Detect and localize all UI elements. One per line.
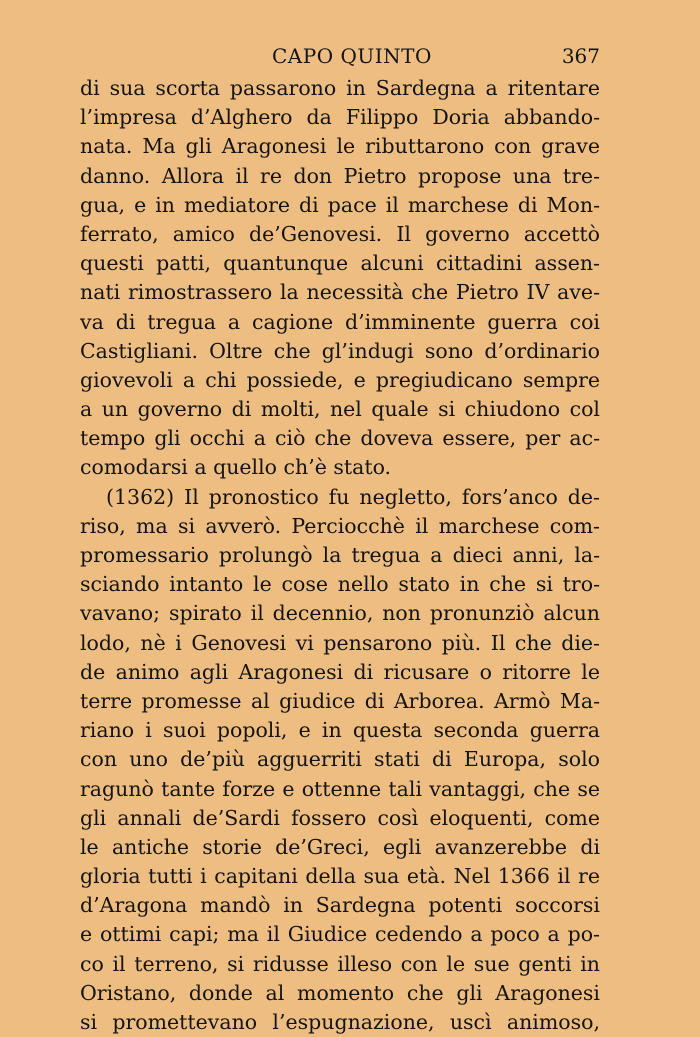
text-line: Oristano, donde al momento che gli Aragonesi — [80, 980, 600, 1005]
text-line: e ottimi capi; ma il Giudice cedendo a poco a po- — [80, 922, 600, 947]
text-line: ferrato, amico de’Genovesi. Il governo accettò — [80, 221, 600, 246]
text-line: vavano; spirato il decennio, non pronunziò alcun — [80, 601, 600, 626]
text-line: giovevoli a chi possiede, e pregiudicano sempre — [80, 367, 600, 392]
text-line: Castigliani. Oltre che gl’indugi sono d’ordinario — [80, 338, 600, 363]
text-line: riano i suoi popoli, e in questa seconda guerra — [80, 718, 600, 743]
page-number: 367 — [561, 44, 600, 68]
text-line: comodarsi a quello ch’è stato. — [80, 455, 392, 480]
text-line: riso, ma si avverò. Perciocchè il marchese com- — [80, 513, 600, 538]
text-line: questi patti, quantunque alcuni cittadini assen- — [80, 251, 600, 276]
text-line: co il terreno, si ridusse illeso con le sue genti in — [80, 951, 600, 976]
text-line: d’Aragona mandò in Sardegna potenti soccorsi — [80, 893, 600, 918]
text-line: promessario prolungò la tregua a dieci anni, la- — [80, 543, 600, 567]
paragraph-first-line: (1362) Il pronostico fu negletto, fors’anco de- — [106, 484, 600, 509]
text-line: va di tregua a cagione d’imminente guerra coi — [80, 309, 600, 334]
text-line: le antiche storie de’Greci, egli avanzerebbe di — [80, 834, 600, 859]
text-line: danno. Allora il re don Pietro propose una tre- — [80, 163, 600, 188]
text-line: terre promesse al giudice di Arborea. Armò Ma- — [80, 688, 600, 713]
body-text — [80, 74, 600, 1037]
text-line: nata. Ma gli Aragonesi le ributtarono con grave — [80, 134, 600, 159]
text-line: di sua scorta passarono in Sardegna a ritentare — [80, 76, 600, 100]
chapter-title: CAPO QUINTO — [272, 44, 432, 68]
text-line: si promettevano l’espugnazione, uscì animoso, — [80, 1010, 600, 1034]
running-head — [80, 44, 600, 74]
text-line: l’impresa d’Alghero da Filippo Doria abbando- — [80, 105, 600, 130]
text-line: gua, e in mediatore di pace il marchese di Mon- — [80, 192, 600, 217]
text-line: nati rimostrassero la necessità che Pietro IV ave- — [80, 280, 600, 305]
text-line: tempo gli occhi a ciò che doveva essere, per ac- — [80, 426, 600, 451]
text-line: gli annali de’Sardi fossero così eloquenti, come — [80, 805, 600, 830]
text-line: gloria tutti i capitani della sua età. Nel 1366 il re — [80, 864, 600, 889]
text-line: ragunò tante forze e ottenne tali vantaggi, che se — [80, 776, 600, 801]
text-line: a un governo di molti, nel quale si chiudono col — [80, 397, 600, 422]
text-line: sciando intanto le cose nello stato in che si tro- — [80, 572, 600, 597]
text-line: con uno de’più agguerriti stati di Europa, solo — [80, 747, 600, 772]
text-line: de animo agli Aragonesi di ricusare o ritorre le — [80, 659, 600, 684]
text-line: lodo, nè i Genovesi vi pensarono più. Il che die- — [80, 630, 600, 655]
